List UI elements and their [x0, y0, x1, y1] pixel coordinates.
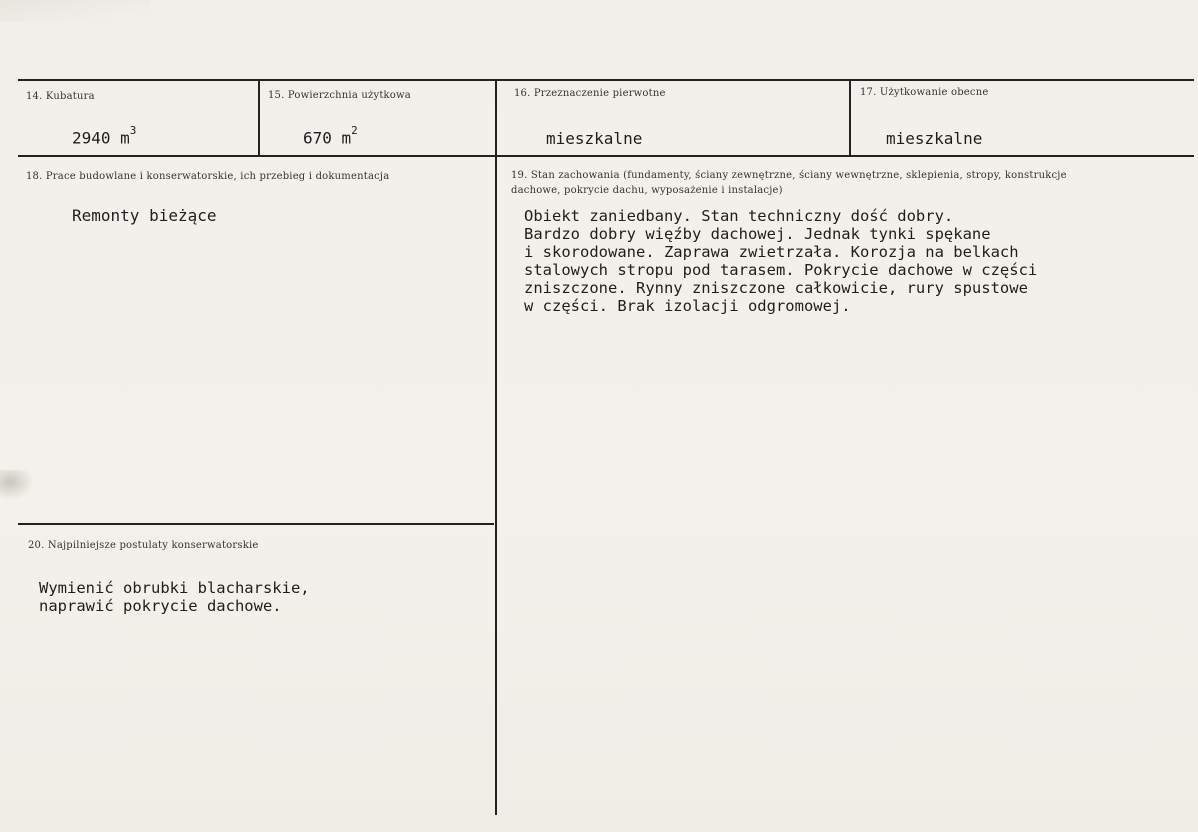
field-15-exponent: 2 [351, 124, 358, 137]
field-14-exponent: 3 [129, 124, 137, 137]
field-14-value [72, 124, 137, 148]
field-20-label: 20. Najpilniejsze postulaty konserwatorskie [28, 540, 259, 551]
paper-fold [0, 0, 150, 22]
field-19-value: Obiekt zaniedbany. Stan techniczny dość dobry. Bardzo dobry więźby dachowej. Jednak tynki spękane i skorodowane. Zaprawa zwietrzała. Korozja na belkach stalowych stropu pod tarasem. Pokrycie dachowe w części zniszczone. Rynny zniszczone całkowicie, rury spustowe w części. Brak izolacji odgromowej. [524, 207, 1038, 315]
field-18-label: 18. Prace budowlane i konserwatorskie, ich przebieg i dokumentacja [26, 171, 390, 182]
field-14-label: 14. Kubatura [26, 91, 95, 102]
field-17-label: 17. Użytkowanie obecne [860, 87, 989, 98]
divider-16-17 [849, 80, 851, 156]
top-rule [18, 79, 1194, 81]
field-19-label: 19. Stan zachowania (fundamenty, ściany zewnętrzne, ściany wewnętrzne, sklepienia, stropy, konstrukcje dachowe, pokrycie dachu, wyposażenie i instalacje) [511, 170, 1067, 196]
section-18-bottom-rule [18, 523, 494, 525]
field-17-value: mieszkalne [886, 129, 983, 148]
field-15-label: 15. Powierzchnia użytkowa [268, 90, 411, 101]
paper-smudge [0, 470, 34, 500]
field-15-value [303, 124, 358, 148]
field-16-value: mieszkalne [546, 129, 643, 148]
field-14-number: 2940 m [72, 128, 130, 148]
field-20-value: Wymienić obrubki blacharskie, naprawić pokrycie dachowe. [39, 579, 310, 615]
field-15-number: 670 m [303, 128, 352, 148]
field-18-value: Remonty bieżące [72, 206, 217, 225]
divider-14-15 [258, 80, 260, 156]
header-row-rule [18, 155, 1194, 157]
field-16-label: 16. Przeznaczenie pierwotne [514, 88, 666, 99]
divider-main [495, 80, 497, 815]
